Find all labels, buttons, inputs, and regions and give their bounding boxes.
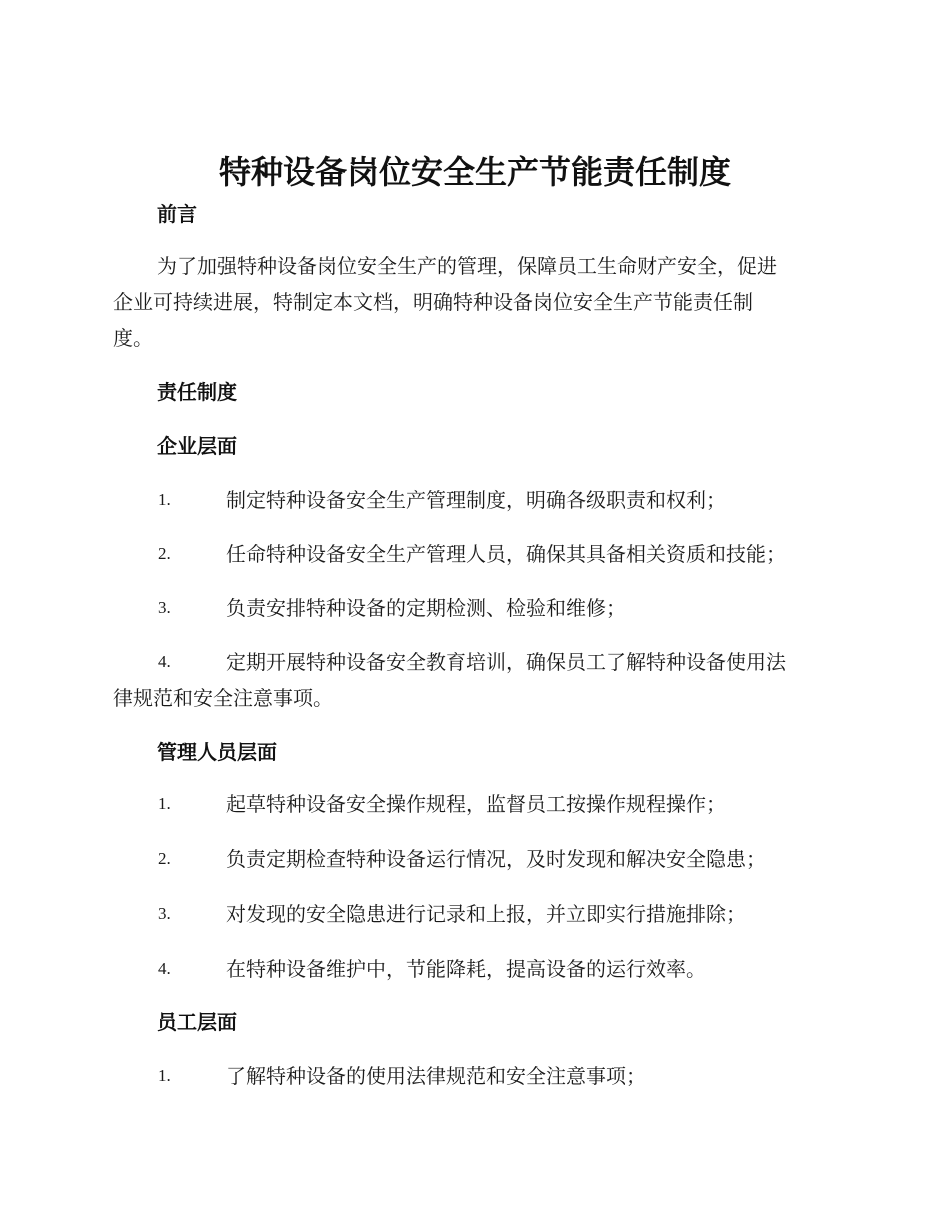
list-item-number: 1. [158, 794, 171, 813]
section-heading: 责任制度 [157, 380, 237, 404]
list-item-text: 了解特种设备的使用法律规范和安全注意事项； [226, 1064, 646, 1088]
enterprise-heading: 企业层面 [157, 434, 237, 458]
list-item-number: 4. [158, 959, 171, 978]
preface-line: 为了加强特种设备岗位安全生产的管理，保障员工生命财产安全，促进 [157, 254, 777, 278]
list-item-text: 负责定期检查特种设备运行情况，及时发现和解决安全隐患； [226, 847, 766, 871]
list-item-number: 1. [158, 1066, 171, 1085]
list-item [113, 951, 838, 987]
list-item [113, 786, 838, 822]
list-item [113, 644, 838, 716]
list-item-number: 2. [158, 544, 171, 563]
list-item-text: 负责安排特种设备的定期检测、检验和维修； [226, 596, 626, 620]
list-item [113, 590, 838, 626]
document-title: 特种设备岗位安全生产节能责任制度 [218, 153, 731, 191]
list-item [113, 482, 838, 518]
list-item [113, 896, 838, 932]
list-item-text: 起草特种设备安全操作规程，监督员工按操作规程操作； [226, 792, 726, 816]
preface-line: 度。 [113, 326, 153, 350]
preface-paragraph [113, 248, 838, 356]
managers-heading: 管理人员层面 [157, 740, 277, 764]
list-item [113, 1058, 838, 1094]
list-item-number: 1. [158, 490, 171, 509]
list-item-number: 3. [158, 904, 171, 923]
list-item-text: 在特种设备维护中，节能降耗，提高设备的运行效率。 [226, 957, 706, 981]
list-item-text: 制定特种设备安全生产管理制度，明确各级职责和权利； [226, 488, 726, 512]
list-item-continuation: 律规范和安全注意事项。 [113, 686, 333, 710]
list-item [113, 841, 838, 877]
list-item-text: 对发现的安全隐患进行记录和上报，并立即实行措施排除； [226, 902, 746, 926]
staff-heading: 员工层面 [157, 1010, 237, 1034]
preface-line: 企业可持续进展，特制定本文档，明确特种设备岗位安全生产节能责任制 [113, 290, 753, 314]
list-item-text: 定期开展特种设备安全教育培训，确保员工了解特种设备使用法 [226, 650, 786, 674]
list-item [113, 536, 838, 572]
list-item-number: 2. [158, 849, 171, 868]
list-item-number: 4. [158, 652, 171, 671]
list-item-number: 3. [158, 598, 171, 617]
list-item-text: 任命特种设备安全生产管理人员，确保其具备相关资质和技能； [226, 542, 786, 566]
preface-heading: 前言 [157, 202, 197, 226]
